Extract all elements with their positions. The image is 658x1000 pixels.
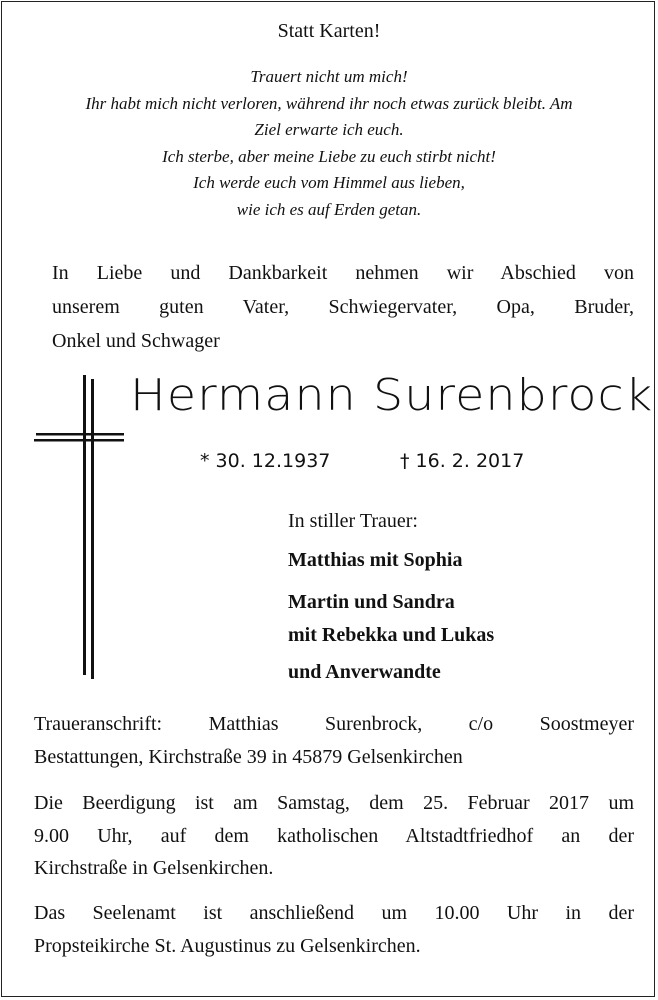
requiem-line: Propsteikirche St. Augustinus zu Gelsenkirchen. (34, 934, 421, 957)
poem-line: Ziel erwarte ich euch. (254, 120, 404, 139)
address-line: Traueranschrift: Matthias Surenbrock, c/o Soostmeyer (34, 713, 634, 735)
requiem-block (34, 897, 634, 962)
cross-icon (34, 375, 126, 680)
intro-line: unserem guten Vater, Schwiegervater, Opa, Bruder, (52, 296, 634, 318)
funeral-line: Kirchstraße in Gelsenkirchen. (34, 857, 274, 879)
poem-line: Ihr habt mich nicht verloren, während ihr noch etwas zurück bleibt. Am (85, 93, 573, 113)
mourner-name: Matthias mit Sophia (288, 549, 463, 571)
birth-date: * 30. 12.1937 (200, 450, 331, 472)
poem-line: wie ich es auf Erden getan. (236, 199, 422, 219)
death-date: † 16. 2. 2017 (400, 450, 525, 472)
intro-text (52, 256, 634, 358)
address-line: Bestattungen, Kirchstraße 39 in 45879 Gelsenkirchen (34, 745, 463, 768)
poem-line: Trauert nicht um mich! (250, 67, 408, 86)
poem (0, 64, 658, 223)
funeral-line: Die Beerdigung ist am Samstag, dem 25. Februar 2017 um (34, 792, 634, 814)
intro-line: Onkel und Schwager (52, 330, 220, 352)
address-block (34, 708, 634, 773)
poem-line: Ich werde euch vom Himmel aus lieben, (193, 173, 465, 192)
funeral-block (34, 787, 634, 885)
heading: Statt Karten! (277, 20, 381, 42)
mourner-name: mit Rebekka und Lukas (288, 624, 495, 646)
mourners-label: In stiller Trauer: (288, 510, 418, 532)
intro-line: In Liebe und Dankbarkeit nehmen wir Abschied von (52, 262, 634, 284)
funeral-line: 9.00 Uhr, auf dem katholischen Altstadtfriedhof an der (34, 824, 634, 847)
requiem-line: Das Seelenamt ist anschließend um 10.00 Uhr in der (34, 902, 634, 924)
deceased-name: Hermann Surenbrock (130, 370, 654, 421)
poem-line: Ich sterbe, aber meine Liebe zu euch stirbt nicht! (162, 146, 496, 166)
mourner-name: und Anverwandte (288, 661, 441, 683)
mourner-name: Martin und Sandra (288, 591, 455, 613)
